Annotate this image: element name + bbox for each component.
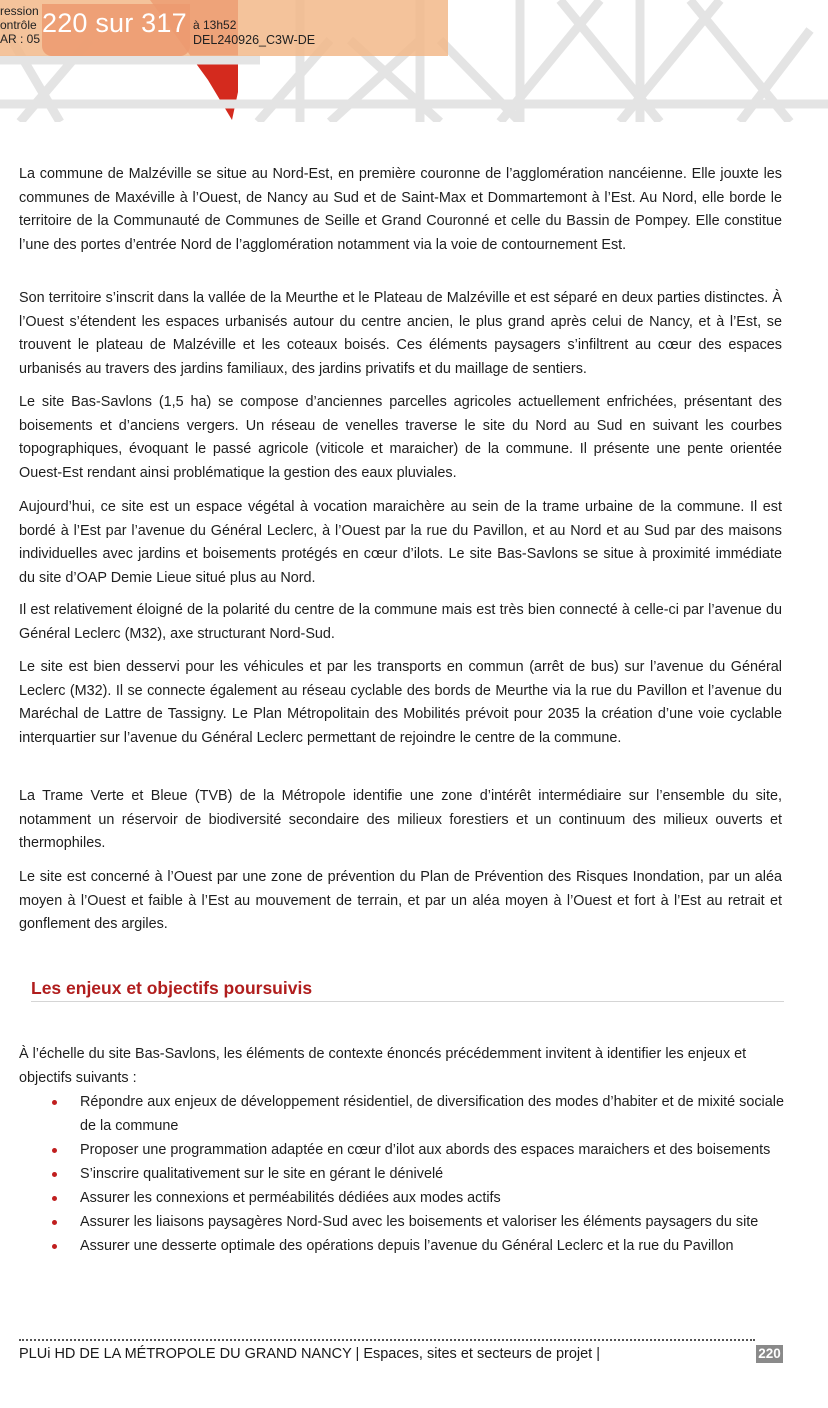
list-item [19,1138,784,1162]
list-item-text: Répondre aux enjeux de développement résidentiel, de diversification des modes d’habiter et de mixité sociale de la commune [80,1094,784,1134]
page-header [0,0,828,122]
paragraph-territory: Son territoire s’inscrit dans la vallée de la Meurthe et le Plateau de Malzéville et est séparé en deux parties distinctes. À l’Ouest s’étendent les espaces urbanisés autour du centre ancien, le plus grand après celui de Nancy, et à l’Est, se trouvent le plateau de Malzéville et les coteaux boisés. Ces éléments paysagers s’infiltrent au cœur des espaces urbanisés au travers des jardins familiaux, des jardins privatifs et du maillage de sentiers. [19,290,782,377]
bullet-icon [52,1148,57,1153]
list-item [19,1090,784,1138]
list-item [19,1162,784,1186]
paragraph-current-state: Aujourd’hui, ce site est un espace végétal à vocation maraichère au sein de la trame urbaine de la commune. Il est bordé à l’Est par l’avenue du Général Leclerc, à l’Ouest par la rue du Pavillon, et au Nord et au Sud par des maisons individuelles avec jardins et boisements protégés en cœur d’ilots. Le site Bas-Savlons se situe à proximité immédiate du site d’OAP Demie Lieue situé plus au Nord. [19,499,782,586]
stamp-line-3: AR : 05 [0,32,41,46]
section-divider [31,1001,784,1002]
paragraph-polarity: Il est relativement éloigné de la polarité du centre de la commune mais est très bien connecté à celle-ci par l’avenue du Général Leclerc (M32), axe structurant Nord-Sud. [19,602,782,642]
bullet-icon [52,1172,57,1177]
footer-divider [19,1339,755,1341]
section-intro: À l’échelle du site Bas-Savlons, les éléments de contexte énoncés précédemment invitent à identifier les enjeux et objectifs suivants : [19,1046,747,1086]
list-item-text: S’inscrire qualitativement sur le site en gérant le dénivelé [80,1166,444,1182]
footer-title: PLUi HD DE LA MÉTROPOLE DU GRAND NANCY | Espaces, sites et secteurs de projet | [19,1346,601,1362]
section-title: Les enjeux et objectifs poursuivis [31,978,313,998]
footer-page-number: 220 [756,1345,783,1363]
list-item-text: Assurer les connexions et perméabilités dédiées aux modes actifs [80,1190,501,1206]
list-item-text: Assurer les liaisons paysagères Nord-Sud avec les boisements et valoriser les éléments paysagers du site [80,1214,759,1230]
paragraph-site-composition: Le site Bas-Savlons (1,5 ha) se compose d’anciennes parcelles agricoles actuellement enfrichées, présentant des boisements et d’anciens vergers. Un réseau de venelles traverse le site du Nord au Sud en suivant les courbes topographiques, évoquant le passé agricole (viticole et maraicher) de la commune. Il présente une pente orientée Ouest-Est rendant ainsi problématique la gestion des eaux pluviales. [19,394,782,481]
bullet-icon [52,1244,57,1249]
paragraph-risks: Le site est concerné à l’Ouest par une zone de prévention du Plan de Prévention des Risques Inondation, par un aléa moyen à l’Ouest et faible à l’Est au mouvement de terrain, et par un aléa moyen à l’Ouest et fort à l’Est au retrait et gonflement des argiles. [19,869,782,932]
stamp-time: à 13h52 [193,18,237,32]
list-item [19,1234,784,1258]
paragraph-mobility: Le site est bien desservi pour les véhicules et par les transports en commun (arrêt de bus) sur l’avenue du Général Leclerc (M32). Il se connecte également au réseau cyclable des bords de Meurthe via la rue du Pavillon et l’avenue du Maréchal de Lattre de Tassigny. Le Plan Métropolitain des Mobilités prévoit pour 2035 la création d’une voie cyclable interquartier sur l’avenue du Général Leclerc permettant de rejoindre le centre de la commune. [19,659,782,746]
list-item-text: Proposer une programmation adaptée en cœur d’ilot aux abords des espaces maraichers et des boisements [80,1142,771,1158]
list-item [19,1186,784,1210]
stamp-line-1: ression [0,4,39,18]
list-item-text: Assurer une desserte optimale des opérations depuis l’avenue du Général Leclerc et la rue du Pavillon [80,1238,734,1254]
stamp-reference: DEL240926_C3W-DE [193,33,316,47]
stamp-line-2: ontrôle [0,18,37,32]
objectives-list [19,1090,784,1258]
page-counter: 220 sur 317 [42,8,187,38]
bullet-icon [52,1100,57,1105]
bullet-icon [52,1196,57,1201]
paragraph-tvb: La Trame Verte et Bleue (TVB) de la Métropole identifie une zone d’intérêt intermédiaire sur l’ensemble du site, notamment un réservoir de biodiversité secondaire des milieux forestiers et un continuum des milieux ouverts et thermophiles. [19,788,782,851]
paragraph-location: La commune de Malzéville se situe au Nord-Est, en première couronne de l’agglomération nancéienne. Elle jouxte les communes de Maxéville à l’Ouest, de Nancy au Sud et de Saint-Max et Dommartemont à l’Est. Au Nord, elle borde le territoire de la Communauté de Communes de Seille et Grand Couronné et celle du Bassin de Pompey. Elle constitue l’une des portes d’entrée Nord de l’agglomération notamment via la voie de contournement Est. [19,166,782,253]
list-item [19,1210,784,1234]
bullet-icon [52,1220,57,1225]
